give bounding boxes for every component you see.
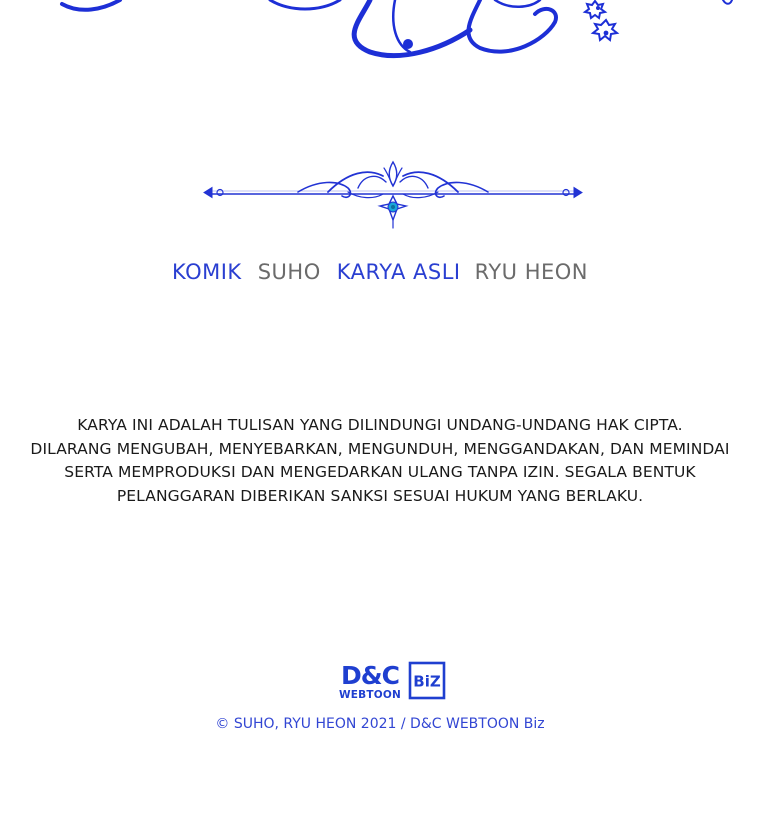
- notice-line: DILARANG MENGUBAH, MENYEBARKAN, MENGUNDUH, MENGGANDAKAN, DAN MEMINDAI: [30, 439, 730, 458]
- comic-label: KOMIK: [171, 260, 242, 284]
- notice-line: PELANGGARAN DIBERIKAN SANKSI SESUAI HUKUM YANG BERLAKU.: [116, 486, 644, 505]
- notice-line: SERTA MEMPRODUKSI DAN MENGEDARKAN ULANG TANPA IZIN. SEGALA BENTUK: [64, 463, 696, 481]
- original-author-name: RYU HEON: [474, 260, 589, 284]
- credits-line: [0, 260, 760, 284]
- dc-webtoon-biz-logo: [330, 660, 448, 702]
- title-calligraphy-art: [40, 0, 740, 70]
- logo-sub-text: WEBTOON: [339, 689, 401, 701]
- original-work-label: KARYA ASLI: [336, 260, 461, 284]
- copyright-line: © SUHO, RYU HEON 2021 / D&C WEBTOON Biz: [215, 716, 545, 732]
- comic-author-name: SUHO: [257, 260, 321, 284]
- notice-line: KARYA INI ADALAH TULISAN YANG DILINDUNGI UNDANG-UNDANG HAK CIPTA.: [77, 416, 683, 434]
- logo-badge-text: BiZ: [413, 672, 441, 691]
- copyright-notice: [20, 414, 740, 508]
- logo-brand-text: D&C: [341, 661, 399, 690]
- ornamental-divider: [198, 158, 588, 234]
